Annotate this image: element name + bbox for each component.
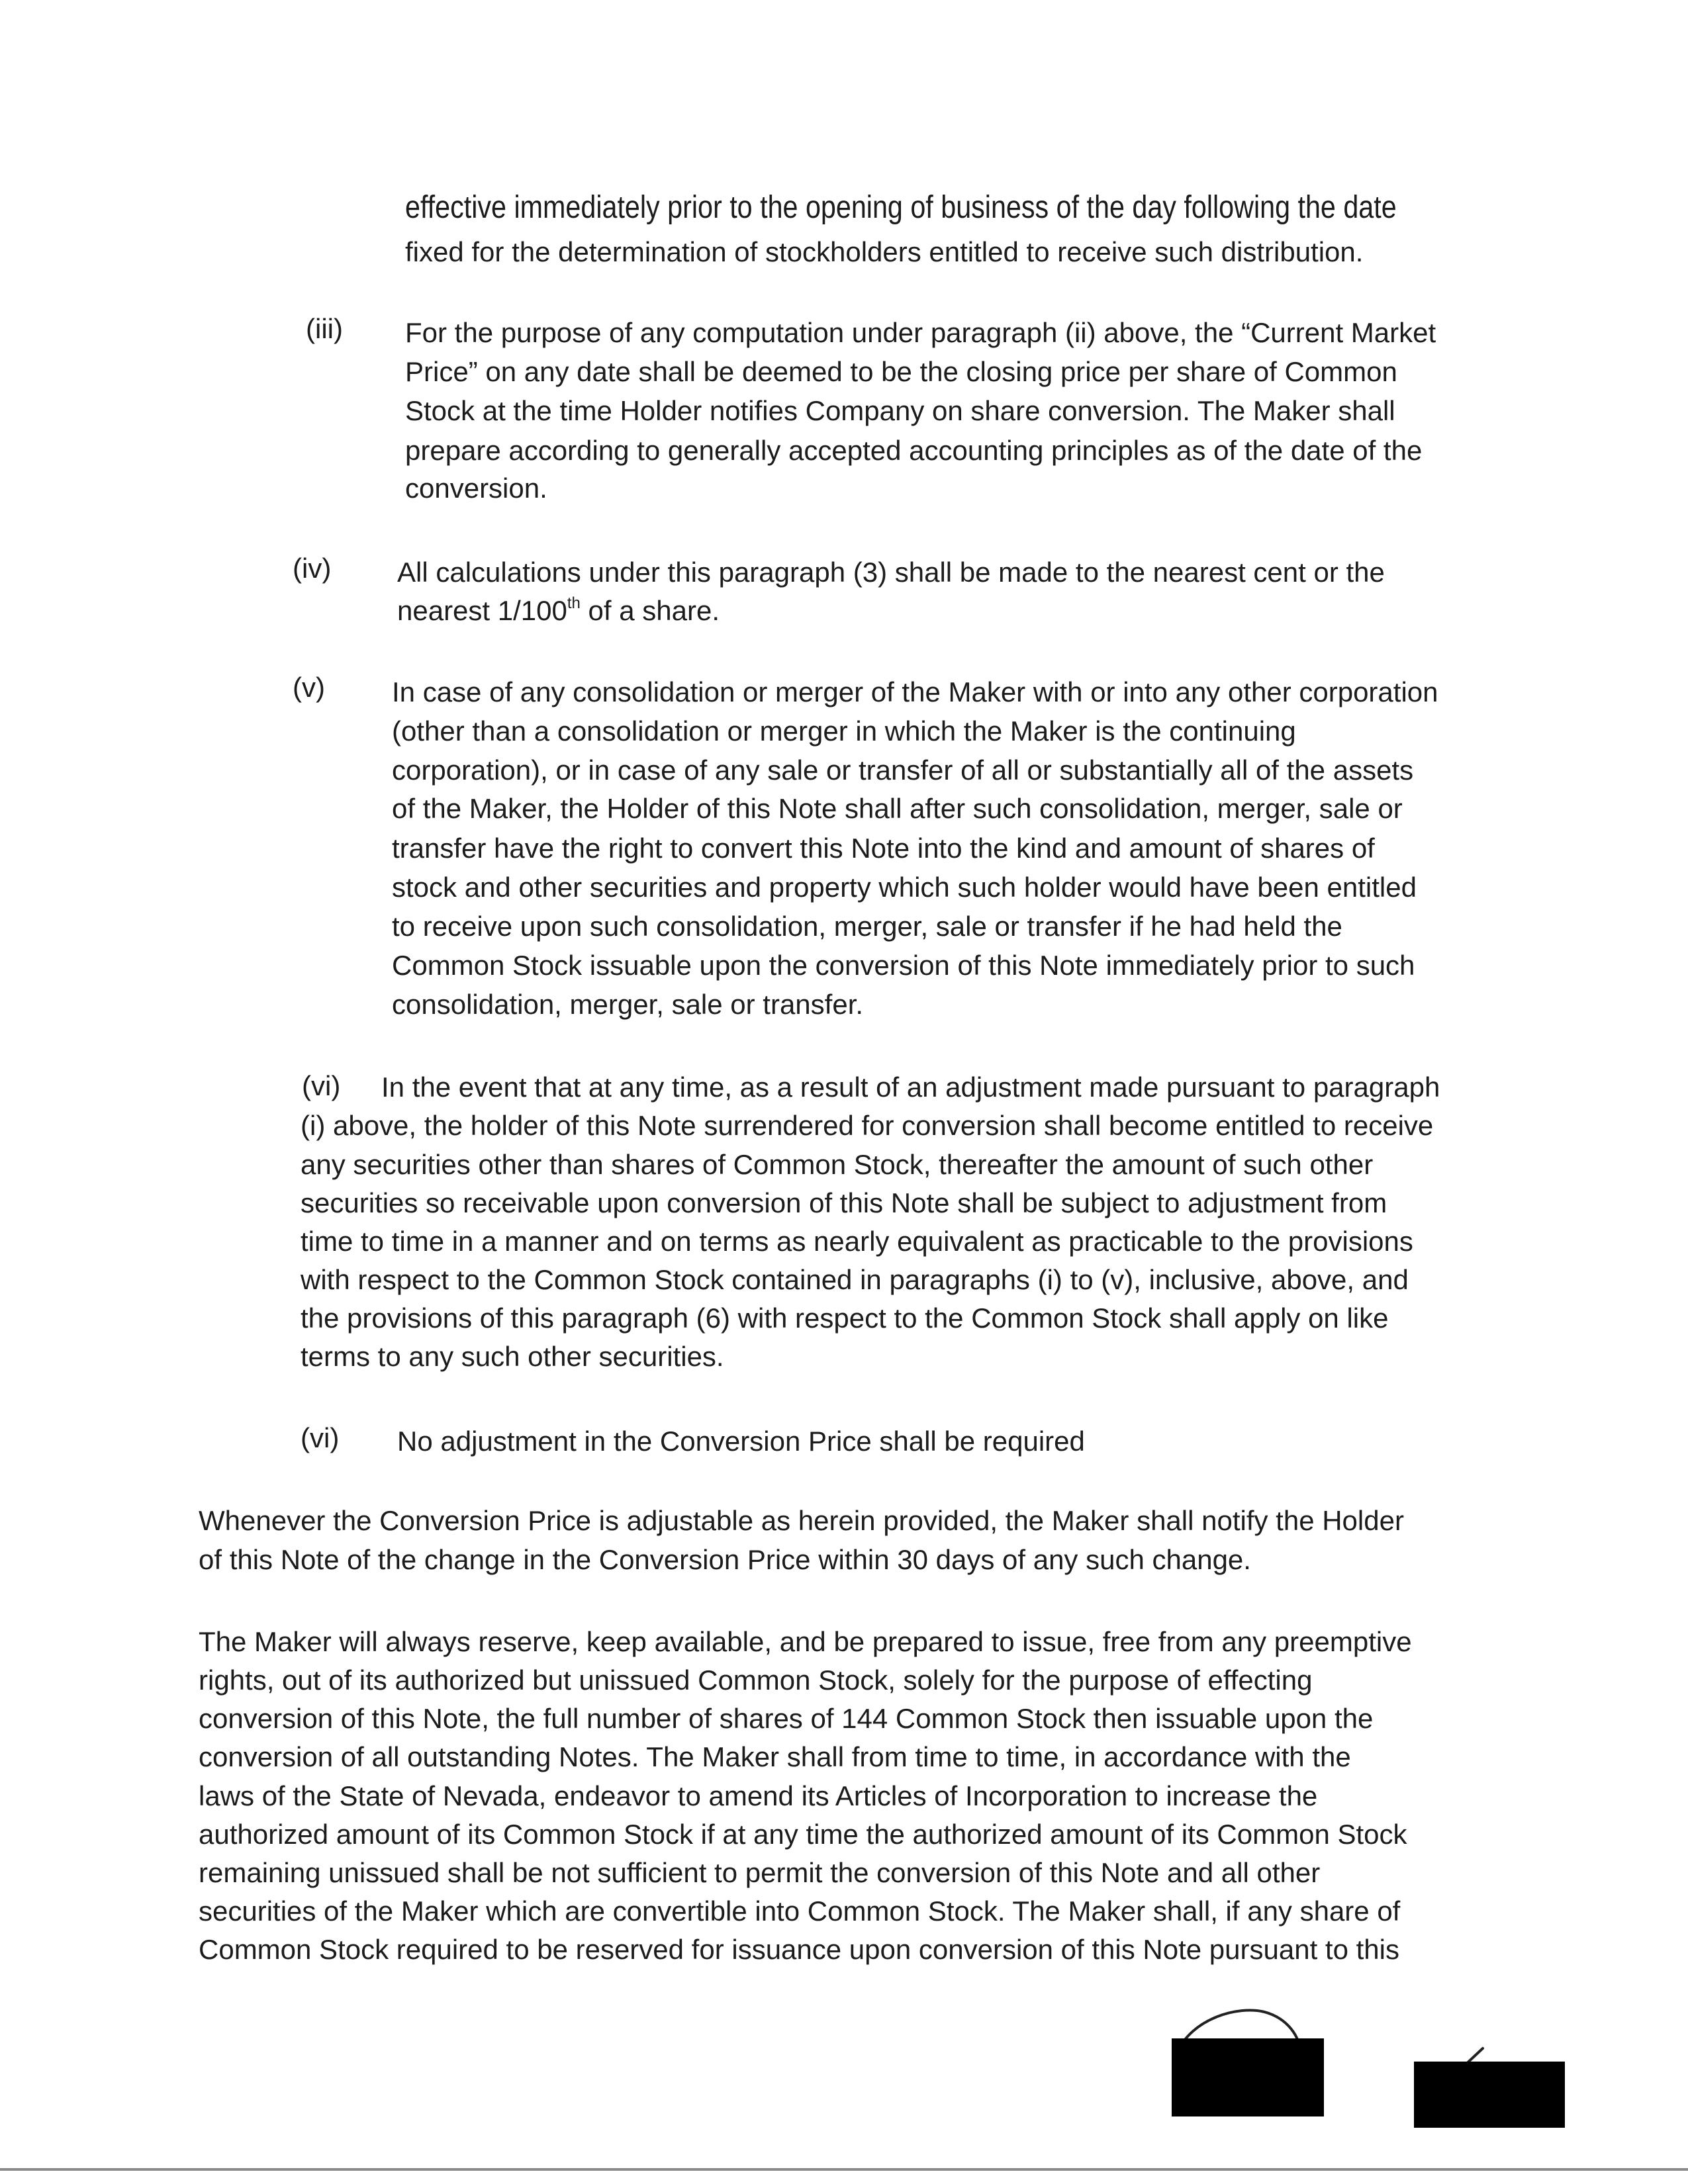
reserve-line-2: rights, out of its authorized but unissued Common Stock, solely for the purpose of effecting [199, 1664, 1313, 1696]
item-vi-a-label: (vi) [302, 1070, 341, 1101]
item-v-line-4: of the Maker, the Holder of this Note shall after such consolidation, merger, sale or [392, 793, 1403, 824]
item-iii-line-1: For the purpose of any computation under paragraph (ii) above, the “Current Market [405, 317, 1436, 348]
reserve-line-1: The Maker will always reserve, keep available, and be prepared to issue, free from any preemptive [199, 1626, 1412, 1657]
reserve-line-8: securities of the Maker which are convertible into Common Stock. The Maker shall, if any share of [199, 1895, 1401, 1927]
item-v-line-8: Common Stock issuable upon the conversion of this Note immediately prior to such [392, 950, 1415, 981]
page-bottom-edge [0, 2168, 1688, 2171]
item-v-line-9: consolidation, merger, sale or transfer. [392, 989, 864, 1020]
reserve-line-6: authorized amount of its Common Stock if at any time the authorized amount of its Common Stock [199, 1819, 1407, 1850]
item-v-label: (v) [293, 672, 325, 703]
item-iv-line-1: All calculations under this paragraph (3) shall be made to the nearest cent or the [397, 557, 1385, 588]
notify-line-2: of this Note of the change in the Conversion Price within 30 days of any such change. [199, 1544, 1251, 1575]
item-vi-a-line-1: In the event that at any time, as a result of an adjustment made pursuant to paragraph [381, 1071, 1440, 1103]
reserve-line-3: conversion of this Note, the full number of shares of 144 Common Stock then issuable upon the [199, 1703, 1374, 1734]
item-v-line-1: In case of any consolidation or merger of the Maker with or into any other corporation [392, 676, 1438, 707]
item-v-line-6: stock and other securities and property which such holder would have been entitled [392, 872, 1417, 903]
item-iii-line-3: Stock at the time Holder notifies Company on share conversion. The Maker shall [405, 395, 1395, 426]
intro-line-1: effective immediately prior to the opening of business of the day following the date [405, 190, 1397, 225]
redacted-initials-box-1 [1172, 2038, 1324, 2116]
item-iv-label: (iv) [293, 553, 332, 584]
reserve-line-9: Common Stock required to be reserved for issuance upon conversion of this Note pursuant to this [199, 1934, 1399, 1965]
item-vi-a-line-2: (i) above, the holder of this Note surrendered for conversion shall become entitled to receive [301, 1110, 1434, 1141]
reserve-line-7: remaining unissued shall be not sufficient to permit the conversion of this Note and all other [199, 1857, 1321, 1888]
item-iv-line-2: nearest 1/100th of a share. [397, 594, 720, 626]
item-vi-b-label: (vi) [301, 1422, 340, 1453]
item-v-line-3: corporation), or in case of any sale or transfer of all or substantially all of the assets [392, 754, 1414, 786]
notify-line-1: Whenever the Conversion Price is adjustable as herein provided, the Maker shall notify the Holder [199, 1505, 1404, 1536]
item-v-line-2: (other than a consolidation or merger in which the Maker is the continuing [392, 715, 1296, 747]
reserve-line-5: laws of the State of Nevada, endeavor to amend its Articles of Incorporation to increase the [199, 1780, 1318, 1811]
item-iii-line-5: conversion. [405, 473, 547, 504]
item-vi-b-text: No adjustment in the Conversion Price shall be required [397, 1426, 1085, 1457]
item-vi-a-line-4: securities so receivable upon conversion of this Note shall be subject to adjustment from [301, 1187, 1387, 1218]
item-iii-label: (iii) [306, 313, 343, 344]
item-v-line-7: to receive upon such consolidation, merger, sale or transfer if he had held the [392, 911, 1342, 942]
intro-line-2: fixed for the determination of stockholders entitled to receive such distribution. [405, 236, 1364, 267]
item-vi-a-line-5: time to time in a manner and on terms as nearly equivalent as practicable to the provisions [301, 1226, 1413, 1257]
item-vi-a-line-7: the provisions of this paragraph (6) with respect to the Common Stock shall apply on like [301, 1302, 1389, 1334]
item-iii-line-4: prepare according to generally accepted accounting principles as of the date of the [405, 435, 1423, 466]
item-vi-a-line-8: terms to any such other securities. [301, 1341, 724, 1372]
item-vi-a-line-3: any securities other than shares of Common Stock, thereafter the amount of such other [301, 1149, 1374, 1180]
redacted-initials-box-2 [1414, 2062, 1565, 2128]
item-iii-line-2: Price” on any date shall be deemed to be the closing price per share of Common [405, 356, 1397, 387]
item-v-line-5: transfer have the right to convert this Note into the kind and amount of shares of [392, 833, 1375, 864]
reserve-line-4: conversion of all outstanding Notes. The Maker shall from time to time, in accordance with the [199, 1741, 1351, 1772]
item-vi-a-line-6: with respect to the Common Stock contained in paragraphs (i) to (v), inclusive, above, and [301, 1264, 1409, 1295]
